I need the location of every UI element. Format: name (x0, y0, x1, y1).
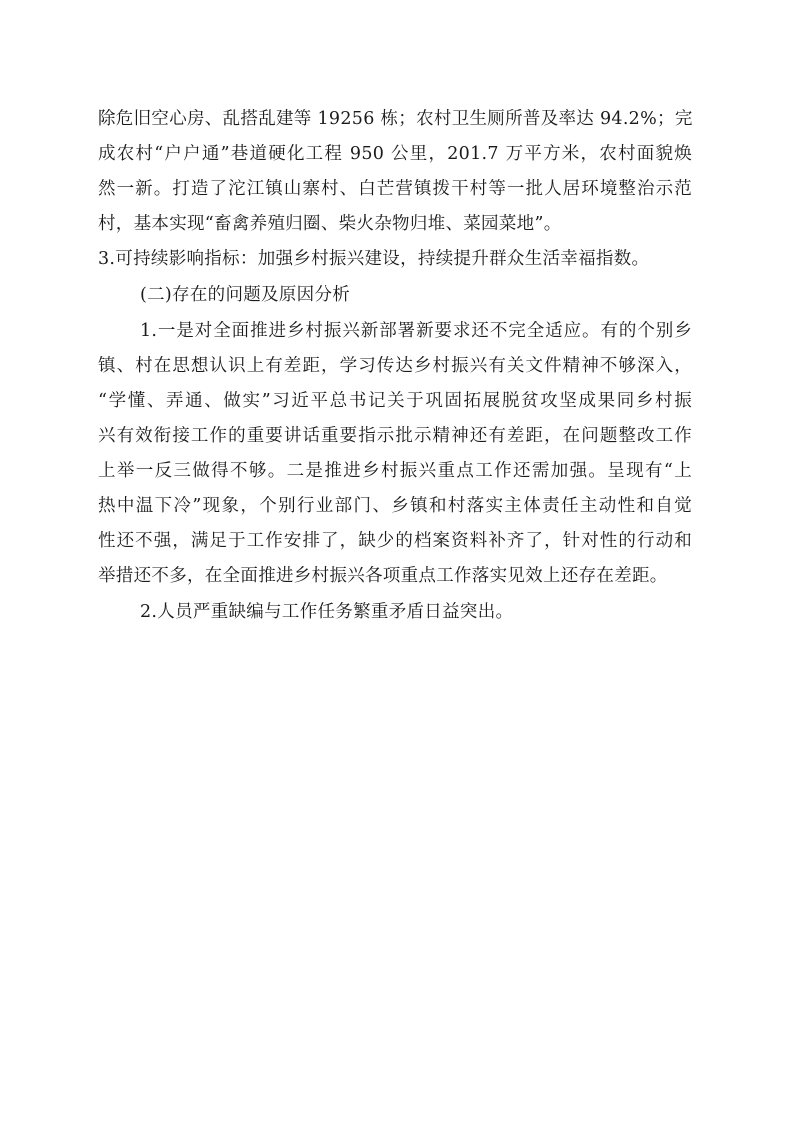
paragraph-line: “学懂、弄通、做实”习近平总书记关于巩固拓展脱贫攻坚成果同乡村振 (98, 391, 692, 411)
paragraph-line: 除危旧空心房、乱搭乱建等 19256 栋；农村卫生厕所普及率达 94.2%；完 (98, 109, 693, 129)
paragraph-line: 兴有效衔接工作的重要讲话重要指示批示精神还有差距，在问题整改工作 (98, 426, 692, 446)
paragraph-line: 上举一反三做得不够。二是推进乡村振兴重点工作还需加强。呈现有“上 (98, 461, 692, 481)
paragraph-line: 1.一是对全面推进乡村振兴新部署新要求还不完全适应。有的个别乡 (140, 321, 692, 341)
paragraph-line: 镇、村在思想认识上有差距，学习传达乡村振兴有关文件精神不够深入， (98, 356, 692, 376)
paragraph-line: 然一新。打造了沱江镇山寨村、白芒营镇拨干村等一批人居环境整治示范 (98, 179, 692, 199)
paragraph-line: 村，基本实现“畜禽养殖归圈、柴火杂物归堆、菜园菜地”。 (98, 214, 562, 234)
paragraph-line: 热中温下冷”现象，个别行业部门、乡镇和村落实主体责任主动性和自觉 (98, 496, 692, 516)
section-heading: (二)存在的问题及原因分析 (140, 285, 351, 305)
paragraph-line: 性还不强，满足于工作安排了，缺少的档案资料补齐了，针对性的行动和 (98, 531, 692, 551)
paragraph-line: 成农村“户户通”巷道硬化工程 950 公里，201.7 万平方米，农村面貌焕 (98, 144, 692, 164)
paragraph-line: 2.人员严重缺编与工作任务繁重矛盾日益突出。 (140, 602, 514, 622)
indicator-line: 3.可持续影响指标：加强乡村振兴建设，持续提升群众生活幸福指数。 (98, 249, 650, 269)
paragraph-line: 举措还不多，在全面推进乡村振兴各项重点工作落实见效上还存在差距。 (98, 566, 668, 586)
